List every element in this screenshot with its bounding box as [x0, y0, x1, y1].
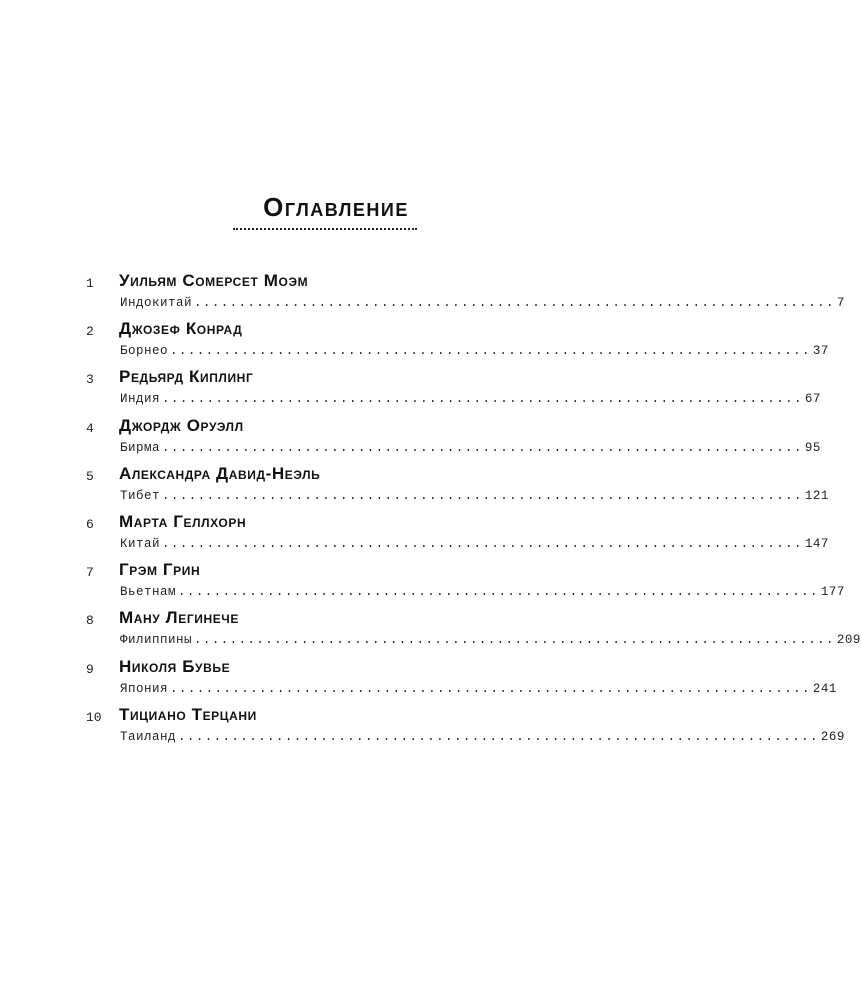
entry-line — [120, 440, 821, 455]
entry-place: Тибет — [120, 488, 161, 503]
toc-entry[interactable] — [86, 319, 829, 367]
entry-number: 5 — [86, 468, 94, 484]
title-dotted-rule — [233, 228, 417, 230]
entry-number: 4 — [86, 420, 94, 436]
entry-place: Филиппины — [120, 633, 193, 648]
toc-entry[interactable] — [86, 560, 845, 608]
entry-author: Редьярд Киплинг — [119, 367, 254, 387]
entry-place: Индокитай — [120, 296, 193, 310]
entry-place: Вьетнам — [120, 585, 177, 600]
entry-line — [120, 729, 845, 744]
entry-place: Индия — [120, 392, 161, 407]
toc-entry[interactable] — [86, 511, 829, 560]
toc-entry[interactable] — [86, 656, 837, 705]
entry-author: Джозеф Конрад — [119, 319, 243, 339]
entry-author: Грэм Грин — [119, 560, 201, 580]
entry-author: Джордж Оруэлл — [119, 415, 244, 435]
toc-entry[interactable] — [86, 608, 861, 656]
dot-leader: ........................................................................ — [162, 440, 803, 455]
entry-number: 7 — [86, 565, 94, 581]
entry-line — [120, 344, 829, 359]
toc-entry[interactable] — [86, 704, 845, 753]
entry-line — [120, 633, 861, 648]
dot-leader: ........................................................................ — [178, 729, 819, 744]
entry-line — [120, 392, 821, 407]
entry-author: Уильям Сомерсет Моэм — [119, 271, 309, 290]
entry-page-number: 177 — [820, 585, 845, 600]
entry-author: Марта Геллхорн — [119, 511, 247, 531]
entry-author: Тициано Терцани — [119, 704, 257, 724]
table-of-contents — [86, 271, 861, 753]
toc-entry[interactable] — [86, 271, 845, 319]
entry-place: Япония — [120, 681, 169, 696]
entry-author: Ману Легинече — [119, 608, 239, 628]
dot-leader: ........................................................................ — [194, 633, 835, 648]
entry-line — [120, 681, 837, 696]
entry-page-number: 95 — [804, 440, 821, 455]
entry-author: Николя Бувье — [119, 656, 231, 676]
entry-line — [120, 585, 845, 600]
entry-number: 6 — [86, 516, 94, 532]
entry-page-number: 147 — [804, 536, 829, 551]
dot-leader: ........................................................................ — [170, 681, 811, 696]
dot-leader: ........................................................................ — [162, 536, 803, 551]
entry-place: Таиланд — [120, 729, 177, 744]
entry-line — [120, 536, 829, 551]
entry-number: 2 — [86, 324, 94, 340]
entry-page-number: 269 — [820, 729, 845, 744]
toc-entry[interactable] — [86, 415, 821, 464]
entry-number: 1 — [86, 276, 94, 291]
dot-leader: ........................................................................ — [178, 585, 819, 600]
entry-author: Александра Давид-Неэль — [119, 463, 321, 483]
toc-entry[interactable] — [86, 463, 829, 512]
dot-leader: ........................................................................ — [170, 344, 811, 359]
entry-line — [120, 296, 845, 310]
entry-page-number: 209 — [836, 633, 861, 648]
entry-number: 10 — [86, 709, 102, 725]
entry-number: 3 — [86, 372, 94, 388]
entry-place: Бирма — [120, 440, 161, 455]
entry-number: 9 — [86, 661, 94, 677]
page-title: Оглавление — [263, 192, 409, 222]
dot-leader: ........................................................................ — [194, 296, 835, 310]
dot-leader: ........................................................................ — [162, 488, 803, 503]
entry-number: 8 — [86, 613, 94, 629]
dot-leader: ........................................................................ — [162, 392, 803, 407]
entry-page-number: 241 — [812, 681, 837, 696]
entry-page-number: 7 — [836, 296, 845, 310]
toc-entry[interactable] — [86, 367, 821, 415]
entry-place: Китай — [120, 536, 161, 551]
entry-page-number: 67 — [804, 392, 821, 407]
entry-place: Борнео — [120, 344, 169, 359]
entry-line — [120, 488, 829, 503]
entry-page-number: 121 — [804, 488, 829, 503]
entry-page-number: 37 — [812, 344, 829, 359]
